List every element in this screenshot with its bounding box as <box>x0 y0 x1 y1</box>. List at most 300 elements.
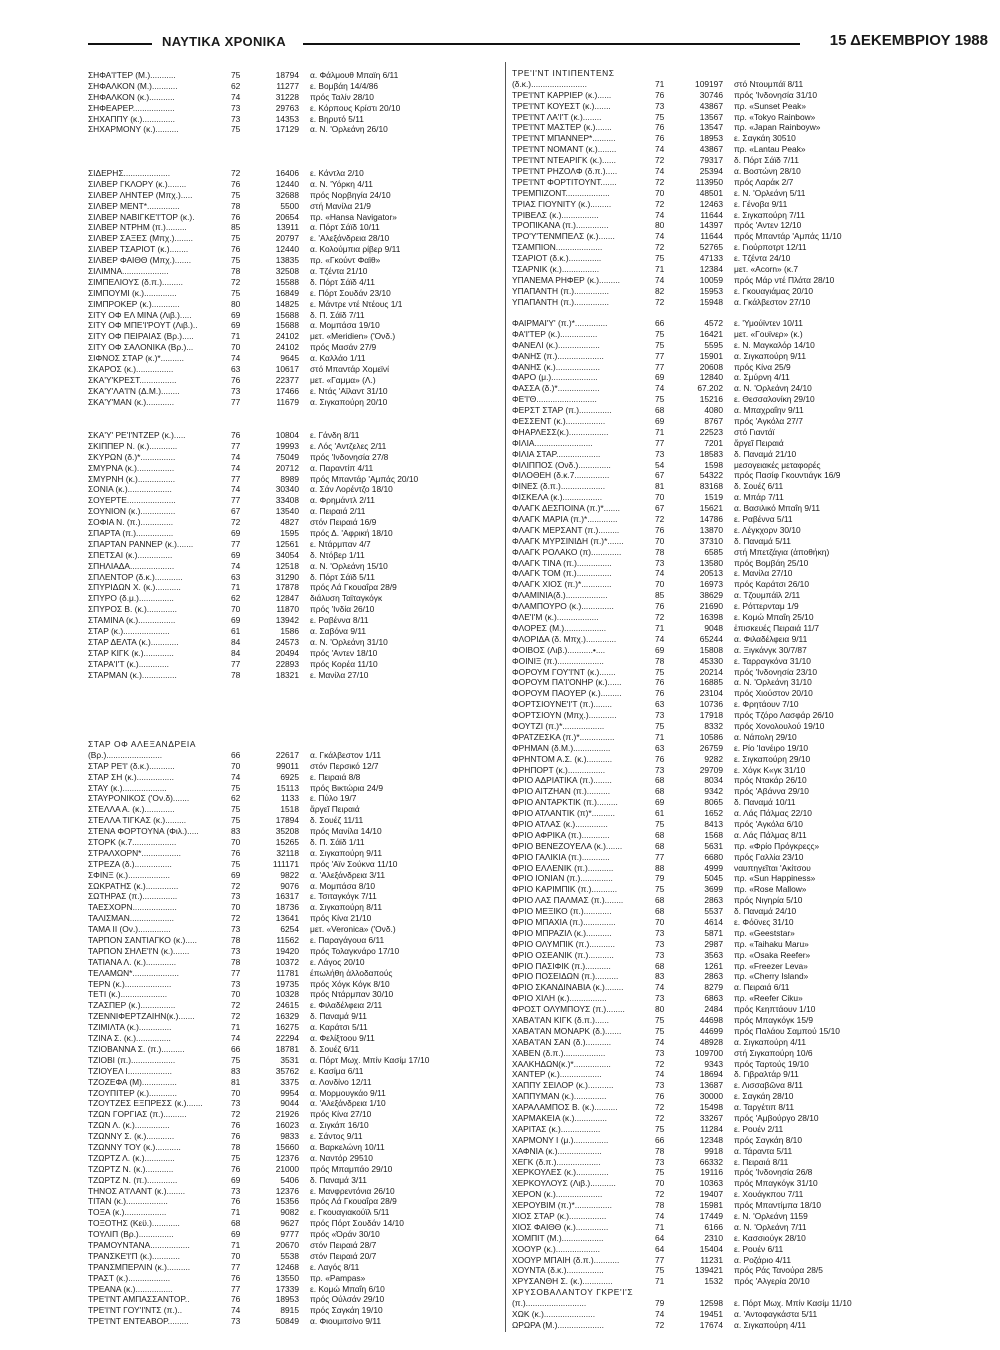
ship-name: ΣΚΑ'Υ' ΡΕ'Ι'ΝΤΖΕΡ (κ.)..... <box>88 430 186 440</box>
position-note: α. Ν. 'Ορλεάνη 15/10 <box>310 560 388 571</box>
build-year: 71 <box>655 1276 665 1287</box>
build-year: 84 <box>231 636 241 647</box>
position-note: α. Φιουμιτσίνο 9/11 <box>310 1316 382 1327</box>
position-note: στή Σιγκαπούρη 10/6 <box>734 1047 813 1058</box>
ship-name: ΣΟΥΕΡΤΕ..................... <box>88 495 176 506</box>
table-row <box>512 863 932 874</box>
table-row <box>512 667 932 678</box>
tonnage: 10328 <box>275 989 299 1000</box>
tonnage: 17339 <box>275 1283 299 1294</box>
build-year: 83 <box>231 826 241 837</box>
position-note: δ. Πόρτ Σάϊδ 5/11 <box>310 571 375 582</box>
tonnage: 12376 <box>275 1152 299 1163</box>
ship-name: ΣΗΧΑΡΜΟΝΥ (κ.).......... <box>88 124 179 135</box>
table-row <box>88 1273 508 1284</box>
tonnage: 22294 <box>275 1033 299 1044</box>
ship-name: ΤΑΡΠΟΝ ΣΗΛΕ'Ι'Ν (κ.)....... <box>88 945 190 956</box>
build-year: 74 <box>655 1211 665 1222</box>
table-row <box>512 710 932 721</box>
build-year: 72 <box>655 155 665 166</box>
build-year: 73 <box>655 993 665 1004</box>
ship-name: ΣΗΧΑΠΠΥ (κ.).............. <box>88 113 175 124</box>
issue-date: 15 ΔΕΚΕΜΒΡΙΟΥ 1988 <box>829 32 988 49</box>
build-year: 62 <box>231 80 241 91</box>
publication-title: ΝΑΥΤΙΚΑ ΧΡΟΝΙΚΑ <box>162 34 286 49</box>
tonnage: 20608 <box>699 361 723 372</box>
table-row <box>512 297 932 308</box>
ship-name: ΣΙΛΒΕΡ ΤΣΑΡΙΟΤ (κ.)........ <box>88 244 189 255</box>
position-note: μετ. «Acorn» (κ.7 <box>734 264 799 275</box>
table-row <box>512 492 932 503</box>
position-note: στό Γιαντάϊ <box>734 426 775 437</box>
table-row <box>512 383 932 394</box>
position-note: α. Σάν Λορέντζο 18/10 <box>310 484 393 495</box>
position-note: πρός 'Αντεν 12/10 <box>734 220 802 231</box>
table-row <box>512 623 932 634</box>
tonnage: 13641 <box>275 913 299 924</box>
table-row <box>88 266 508 277</box>
build-year: 71 <box>231 582 241 593</box>
ship-name: ΤΖΙΟΒΙ (π.)................... <box>88 1054 176 1065</box>
tonnage: 19420 <box>275 945 299 956</box>
table-row <box>512 612 932 623</box>
tonnage: 4572 <box>704 318 723 328</box>
build-year: 77 <box>231 967 241 978</box>
build-year: 71 <box>655 731 665 742</box>
ship-name: ΣΤΑΡ ΚΙΓΚ (κ.)............. <box>88 647 174 658</box>
ship-name: ΣΙΤΥ ΟΦ ΕΛ ΜΙΝΑ (Λιβ.)..... <box>88 309 192 320</box>
position-note: α. Σιγκαπούρη 4/11 <box>734 1319 806 1330</box>
ship-name: ΤΙΤΑΝ (κ.).................. <box>88 1196 168 1207</box>
build-year: 71 <box>231 1022 241 1033</box>
tonnage: 9954 <box>280 1087 299 1098</box>
position-note: ε. Βομβάη 14/4/86 <box>310 80 379 91</box>
table-row <box>512 601 932 612</box>
position-note: ε. Τσιταγκόγκ 7/11 <box>310 891 377 902</box>
build-year: 72 <box>231 1000 241 1011</box>
position-note: μετ. «Γουϊνερ» (κ.) <box>734 328 803 339</box>
build-year: 84 <box>231 647 241 658</box>
ship-name: ΣΗΦΑΛΚΟΝ (Μ.)........... <box>88 80 178 91</box>
ship-name: ΦΡΙΟ ΜΕΞΙΚΟ (π.)............ <box>512 906 612 917</box>
table-row <box>512 503 932 514</box>
build-year: 61 <box>655 808 665 819</box>
position-note: ε. Σιγκαπούρη 29/10 <box>734 753 811 764</box>
position-note: πρός 'Αϊν Σούκνα 11/10 <box>310 858 398 869</box>
table-row <box>512 873 932 884</box>
position-note: δ. Παναμά 3/11 <box>310 1174 367 1185</box>
ship-name: ΣΠΥΡΟ (δ.μ.)............... <box>88 593 174 604</box>
build-year: 73 <box>655 949 665 960</box>
ship-name: ΧΡΥΣΑΝΘΗ Σ. (κ.)............. <box>512 1276 613 1287</box>
build-year: 77 <box>655 350 665 361</box>
tonnage: 19735 <box>275 978 299 989</box>
table-row <box>512 1233 932 1244</box>
position-note: πρός Παλάου Σαμπού 15/10 <box>734 1025 840 1036</box>
ship-name: ΤΡΟΠΙΚΑΝΑ (π.).............. <box>512 220 609 231</box>
ship-name: ΤΡΕ'Ι'ΝΤ ΝΟΜΑΝΤ (κ.)........ <box>512 144 617 155</box>
tonnage: 17674 <box>699 1319 723 1330</box>
tonnage: 13547 <box>699 122 723 133</box>
table-row <box>512 188 932 199</box>
build-year: 62 <box>231 593 241 604</box>
ship-name: ΤΖΕΝΝΙΦΕΡΤΖΑΙΗΝ(κ.)....... <box>88 1011 195 1022</box>
table-row <box>512 1298 932 1309</box>
build-year: 73 <box>231 978 241 989</box>
table-row <box>88 815 508 826</box>
ship-name: ΦΡΙΟ ΧΙΛΗ (κ.)................ <box>512 993 607 1004</box>
build-year: 73 <box>655 938 665 949</box>
tonnage: 32688 <box>275 189 299 200</box>
ship-name: ΦΡΙΟ ΜΠΑΧΙΑ (π.).............. <box>512 916 616 927</box>
build-year: 75 <box>231 255 241 266</box>
position-note: ε. Θεσσαλονίκη 29/10 <box>734 394 815 405</box>
tonnage: 16329 <box>275 1011 299 1022</box>
ship-name: ΧΟΟΥΡ ΜΠΑΙΗ (δ.π.)........... <box>512 1254 620 1265</box>
tonnage: 17894 <box>275 815 299 826</box>
ship-name: ΤΡΕ'Ι'ΝΤ ΕΝΤΕΑΒΟΡ......... <box>88 1316 189 1327</box>
table-row <box>512 220 932 231</box>
tonnage: 5500 <box>280 200 299 211</box>
table-row <box>88 1142 508 1153</box>
ship-name: ΦΕ'Ι'Θ.......................... <box>512 394 597 405</box>
table-row <box>88 989 508 1000</box>
table-row <box>88 277 508 288</box>
ship-name: ΣΩΤΗΡΑΣ (π.)............... <box>88 891 178 902</box>
tonnage: 8989 <box>280 473 299 484</box>
tonnage: 5595 <box>704 339 723 350</box>
ship-name: ΣΤΕΛΛΑ Α. (κ.)............. <box>88 804 175 815</box>
ship-name: ΤΑΛΙΣΜΑΝ................... <box>88 913 174 924</box>
tonnage: 16973 <box>699 579 723 590</box>
table-row <box>512 1200 932 1211</box>
ship-name: ΤΖΩΡΤΖ Ν. (π.)............. <box>88 1174 178 1185</box>
position-note: δ. Σουέζ 6/11 <box>734 481 784 492</box>
table-row <box>512 928 932 939</box>
ship-name: ΤΡΕ'Ι'ΝΤ ΑΜΠΑΣΣΑΝΤΟΡ.. <box>88 1294 190 1305</box>
ship-list-block <box>88 168 508 408</box>
build-year: 66 <box>231 1043 241 1054</box>
build-year: 76 <box>655 133 665 144</box>
build-year: 75 <box>231 815 241 826</box>
table-row <box>512 819 932 830</box>
table-row <box>88 1088 508 1099</box>
build-year: 75 <box>231 782 241 793</box>
tonnage: 8767 <box>704 416 723 427</box>
ship-name: ΦΟΡΤΣΙΟΥΝ (Μπχ.)............ <box>512 710 617 721</box>
tonnage: 4614 <box>704 916 723 927</box>
position-note: δ. Πόρτ Σάϊδ 4/11 <box>310 276 375 287</box>
tonnage: 9822 <box>280 869 299 880</box>
table-row <box>512 286 932 297</box>
tonnage: 30340 <box>275 484 299 495</box>
position-note: πρός «Όράν 30/10 <box>310 1229 380 1240</box>
ship-name: ΦΛΑΓΚ ΔΕΣΠΟΙΝΑ (π.)*....... <box>512 503 620 514</box>
ship-name: ΧΑΒΑ'Ι'ΑΝ ΜΟΝΑΡΚ (δ.)....... <box>512 1025 622 1036</box>
table-row <box>88 1207 508 1218</box>
ship-name: ΦΛΑΓΚ ΤΟΜ (π.)............... <box>512 568 612 579</box>
tonnage: 12847 <box>275 593 299 604</box>
position-note: α. Ν. 'Ορλεάνη 7/11 <box>734 1221 807 1232</box>
position-note: α. Φρημάντλ 2/11 <box>310 495 375 506</box>
ship-name: ΤΣΑΡΙΟΤ (δ.κ.).............. <box>512 253 602 264</box>
table-row <box>88 244 508 255</box>
build-year: 70 <box>231 760 241 771</box>
position-note: α. Ν. 'Υόρκη 4/11 <box>310 178 373 189</box>
position-note: α. Λονδίνο 12/11 <box>310 1076 372 1087</box>
build-year: 76 <box>655 688 665 699</box>
build-year: 70 <box>655 535 665 546</box>
ship-name: ΣΟΥΝΙΟΝ (κ.)............... <box>88 506 176 517</box>
table-row <box>512 351 932 362</box>
build-year: 66 <box>655 318 665 328</box>
position-note: α. Ν. 'Ορλεάνη 26/10 <box>310 124 388 135</box>
table-row <box>512 895 932 906</box>
table-row <box>88 1229 508 1240</box>
table-row <box>88 772 508 783</box>
position-note: πρ. «Freezer Leva» <box>734 960 808 971</box>
table-row <box>512 754 932 765</box>
table-row <box>512 405 932 416</box>
table-row <box>88 1153 508 1164</box>
position-note: πρός Μπαντάρ 'Αμπάς 20/10 <box>310 473 419 484</box>
ship-name: ΣΦΙΝΞ (κ.).................. <box>88 869 170 880</box>
table-row <box>88 103 508 114</box>
ship-name: ΦΑΝΗΣ (κ.)................... <box>512 361 600 372</box>
ship-name: ΦΟΙΒΟΣ (Λιβ.)...........•.... <box>512 644 606 655</box>
table-row <box>512 1015 932 1026</box>
ship-name: ΤΡΕ'Ι'ΝΤ ΙΝΤΙΠΕΝΤΕΝΣ <box>512 68 615 78</box>
build-year: 69 <box>231 309 241 320</box>
ship-name: ΤΕΤΙ (κ.).................... <box>88 989 168 1000</box>
table-row <box>88 1109 508 1120</box>
build-year: 75 <box>655 818 665 829</box>
tonnage: 1519 <box>704 492 723 503</box>
position-note: ε. Κομώ Μπαΐη 6/10 <box>310 1283 385 1294</box>
build-year: 71 <box>655 264 665 275</box>
position-note: δ. Π. Σάϊδ 1/11 <box>310 837 365 848</box>
tonnage: 18321 <box>275 669 299 680</box>
position-note: ε. Παραγάγουα 6/11 <box>310 935 385 946</box>
tonnage: 14786 <box>699 514 723 525</box>
build-year: 73 <box>231 924 241 935</box>
position-note: πρός Γαλλία 23/10 <box>734 851 804 862</box>
ship-name: ΤΡΕΑΝΑ (κ.)................ <box>88 1283 173 1294</box>
ship-name: ΣΙΛΒΕΡ ΓΚΛΟΡΥ (κ.)........ <box>88 178 187 189</box>
build-year: 67 <box>231 506 241 517</box>
build-year: 72 <box>655 296 665 307</box>
ship-name: ΤΕΛΑΜΩΝ*.................... <box>88 967 179 978</box>
tonnage: 48501 <box>699 187 723 198</box>
position-note: μεσογειακές μεταφορές <box>734 459 821 470</box>
build-year: 73 <box>655 1156 665 1167</box>
table-row <box>512 242 932 253</box>
tonnage: 8413 <box>704 818 723 829</box>
table-row <box>512 1091 932 1102</box>
tonnage: 12840 <box>699 372 723 383</box>
position-note: ε. Βηρυτό 5/11 <box>310 113 364 124</box>
tonnage: 9343 <box>704 1058 723 1069</box>
table-row <box>88 190 508 201</box>
position-note: πρ. «Tokyo Rainbow» <box>734 111 816 122</box>
table-row <box>88 626 508 637</box>
table-row <box>88 957 508 968</box>
table-row <box>512 961 932 972</box>
position-note: ε. Μανίλα 27/10 <box>310 669 369 680</box>
tonnage: 3375 <box>280 1076 299 1087</box>
tonnage: 22523 <box>699 426 723 437</box>
build-year: 73 <box>655 557 665 568</box>
table-row <box>512 939 932 950</box>
tonnage: 54322 <box>699 470 723 481</box>
build-year: 70 <box>655 916 665 927</box>
ship-name: ΦΡΙΟ ΙΟΝΙΑΝ (π.).............. <box>512 873 613 884</box>
position-note: α. Ναντόρ 29510 <box>310 1152 373 1163</box>
position-note: πρ. «Cherry Island» <box>734 971 809 982</box>
build-year: 76 <box>231 430 241 440</box>
position-note: ναυπηγεῖται 'Ακίτσου <box>734 862 811 873</box>
table-row <box>512 558 932 569</box>
tonnage: 9282 <box>704 753 723 764</box>
ship-list-block <box>512 318 932 1331</box>
ship-name: ΣΙΤΥ ΟΦ ΠΕΙΡΑΙΑΣ (Βρ.)..... <box>88 331 194 342</box>
build-year: 68 <box>655 775 665 786</box>
position-note: στό Μπαντάρ Χομεϊνί <box>310 364 389 375</box>
ship-name: ΧΡΥΣΟΒΑΛΑΝΤΟΥ ΓΚΡΕ'Ι'Σ <box>512 1287 634 1298</box>
position-note: α. Τάραντα 5/11 <box>734 1145 793 1156</box>
build-year: 74 <box>655 144 665 155</box>
position-note: πρός Σαγκάη 8/10 <box>734 1134 802 1145</box>
ship-name: ΣΠΑΡΤΑ (π.)................ <box>88 528 174 539</box>
ship-name: ΤΡΕ'Ι'ΝΤ ΜΑΣΤΕΡ (κ.)....... <box>512 122 612 133</box>
build-year: 74 <box>231 91 241 102</box>
tonnage: 20494 <box>275 647 299 658</box>
build-year: 77 <box>231 396 241 407</box>
table-row <box>88 1022 508 1033</box>
build-year: 75 <box>655 339 665 350</box>
ship-name: ΦΑΝΗΣ (π.).................... <box>512 350 604 361</box>
tonnage: 6585 <box>704 546 723 557</box>
table-row <box>512 449 932 460</box>
build-year: 80 <box>655 1004 665 1015</box>
tonnage: 43867 <box>699 144 723 155</box>
build-year: 69 <box>231 320 241 331</box>
tonnage: 109197 <box>695 78 723 89</box>
tonnage: 23104 <box>699 688 723 699</box>
position-note: πρός Μανίλα 14/10 <box>310 826 382 837</box>
position-note: ε. Λάγος 20/10 <box>310 956 365 967</box>
position-note: ε. Τζέντα 24/10 <box>734 253 791 264</box>
build-year: 80 <box>655 220 665 231</box>
table-row <box>88 441 508 452</box>
tonnage: 12561 <box>275 538 299 549</box>
tonnage: 33267 <box>699 1113 723 1124</box>
tonnage: 113950 <box>695 176 723 187</box>
build-year: 62 <box>231 793 241 804</box>
build-year: 72 <box>655 1113 665 1124</box>
position-note: πρός 'Ινδονησία 26/8 <box>734 1167 813 1178</box>
build-year: 78 <box>655 1200 665 1211</box>
build-year: 70 <box>655 187 665 198</box>
ship-name: ΤΗΝΟΣ Α'Ι'ΛΑΝΤ (κ.)........ <box>88 1185 186 1196</box>
build-year: 77 <box>231 440 241 451</box>
ship-name: ΦΡΙΟ ΑΤΛΑΝΤΙΚ (π)*.......... <box>512 808 615 819</box>
build-year: 75 <box>655 1015 665 1025</box>
tonnage: 18781 <box>275 1043 299 1054</box>
build-year: 74 <box>655 274 665 285</box>
position-note: ε. Κάντλα 2/10 <box>310 168 364 178</box>
tonnage: 65244 <box>699 633 723 644</box>
tonnage: 9833 <box>280 1131 299 1142</box>
tonnage: 24102 <box>275 342 299 353</box>
build-year: 74 <box>231 1033 241 1044</box>
ship-name: ΦΛΑΓΚ ΧΙΟΣ (π.)*............. <box>512 579 612 590</box>
tonnage: 5045 <box>704 873 723 884</box>
build-year: 71 <box>655 78 665 89</box>
ship-name: ΣΙΦΝΟΣ ΣΤΑΡ (κ.)*.......... <box>88 353 184 364</box>
position-note: πρός Λά Γκουαΐρα 28/9 <box>310 582 397 593</box>
tonnage: 17129 <box>275 124 299 135</box>
ship-name: ΣΤΟΡΚ (κ.7................... <box>88 837 177 848</box>
table-row <box>88 70 508 81</box>
ship-name: ΧΩΚ (κ.)...................... <box>512 1309 596 1320</box>
build-year: 76 <box>231 244 241 255</box>
ship-name: ΣΚΑ'Υ'ΚΡΕΣΤ................ <box>88 374 177 385</box>
table-row <box>88 924 508 935</box>
build-year: 69 <box>655 416 665 427</box>
position-note: α. Σιγκαπούρη 8/11 <box>310 902 382 913</box>
position-note: ε. Μάντρε ντέ Ντέους 1/1 <box>310 298 403 309</box>
position-note: ε. Ρίο 'Ιανέιρο 19/10 <box>734 742 809 753</box>
tonnage: 32508 <box>275 266 299 277</box>
position-note: ε. Πόρτ Μωχ. Μπίν Κασίμ 11/10 <box>734 1298 852 1309</box>
position-note: πρός 'Αβάννα 29/10 <box>734 786 809 797</box>
position-note: α. Πόρτ Μωχ. Μπίν Κασίμ 17/10 <box>310 1054 430 1065</box>
table-row <box>512 579 932 590</box>
build-year: 63 <box>655 742 665 753</box>
build-year: 77 <box>231 538 241 549</box>
table-row <box>88 124 508 135</box>
table-row <box>512 329 932 340</box>
position-note: α. Μορμουγκάο 9/11 <box>310 1087 386 1098</box>
ship-name: ΦΑΡΟ (μ.).................... <box>512 372 598 383</box>
build-year: 69 <box>231 869 241 880</box>
table-row <box>88 92 508 103</box>
tonnage: 12440 <box>275 244 299 255</box>
tonnage: 15808 <box>699 644 723 655</box>
tonnage: 3563 <box>704 949 723 960</box>
tonnage: 32118 <box>276 847 299 858</box>
build-year: 72 <box>655 1102 665 1113</box>
build-year: 83 <box>655 971 665 982</box>
tonnage: 44698 <box>699 1015 723 1025</box>
position-note: πρός 'Αγκόλα 6/10 <box>734 818 803 829</box>
table-row <box>88 659 508 670</box>
build-year: 74 <box>231 484 241 495</box>
build-year: 74 <box>655 209 665 220</box>
table-row <box>512 656 932 667</box>
build-year: 72 <box>655 612 665 623</box>
table-row <box>88 1186 508 1197</box>
ship-name: ΦΡΙΟ ΑΦΡΙΚΑ (π.)............ <box>512 829 610 840</box>
position-note: πρός Χόγκ Κόγκ 8/10 <box>310 978 390 989</box>
position-note: α. Σιγκαπούρη 20/10 <box>310 396 388 407</box>
table-row <box>88 582 508 593</box>
ship-name: ΧΑΒΕΝ (δ.π.).................. <box>512 1047 606 1058</box>
tonnage: 18736 <box>275 902 299 913</box>
tonnage: 11644 <box>700 231 723 242</box>
position-note: α. Σιγκαπούρη 4/11 <box>734 1036 806 1047</box>
